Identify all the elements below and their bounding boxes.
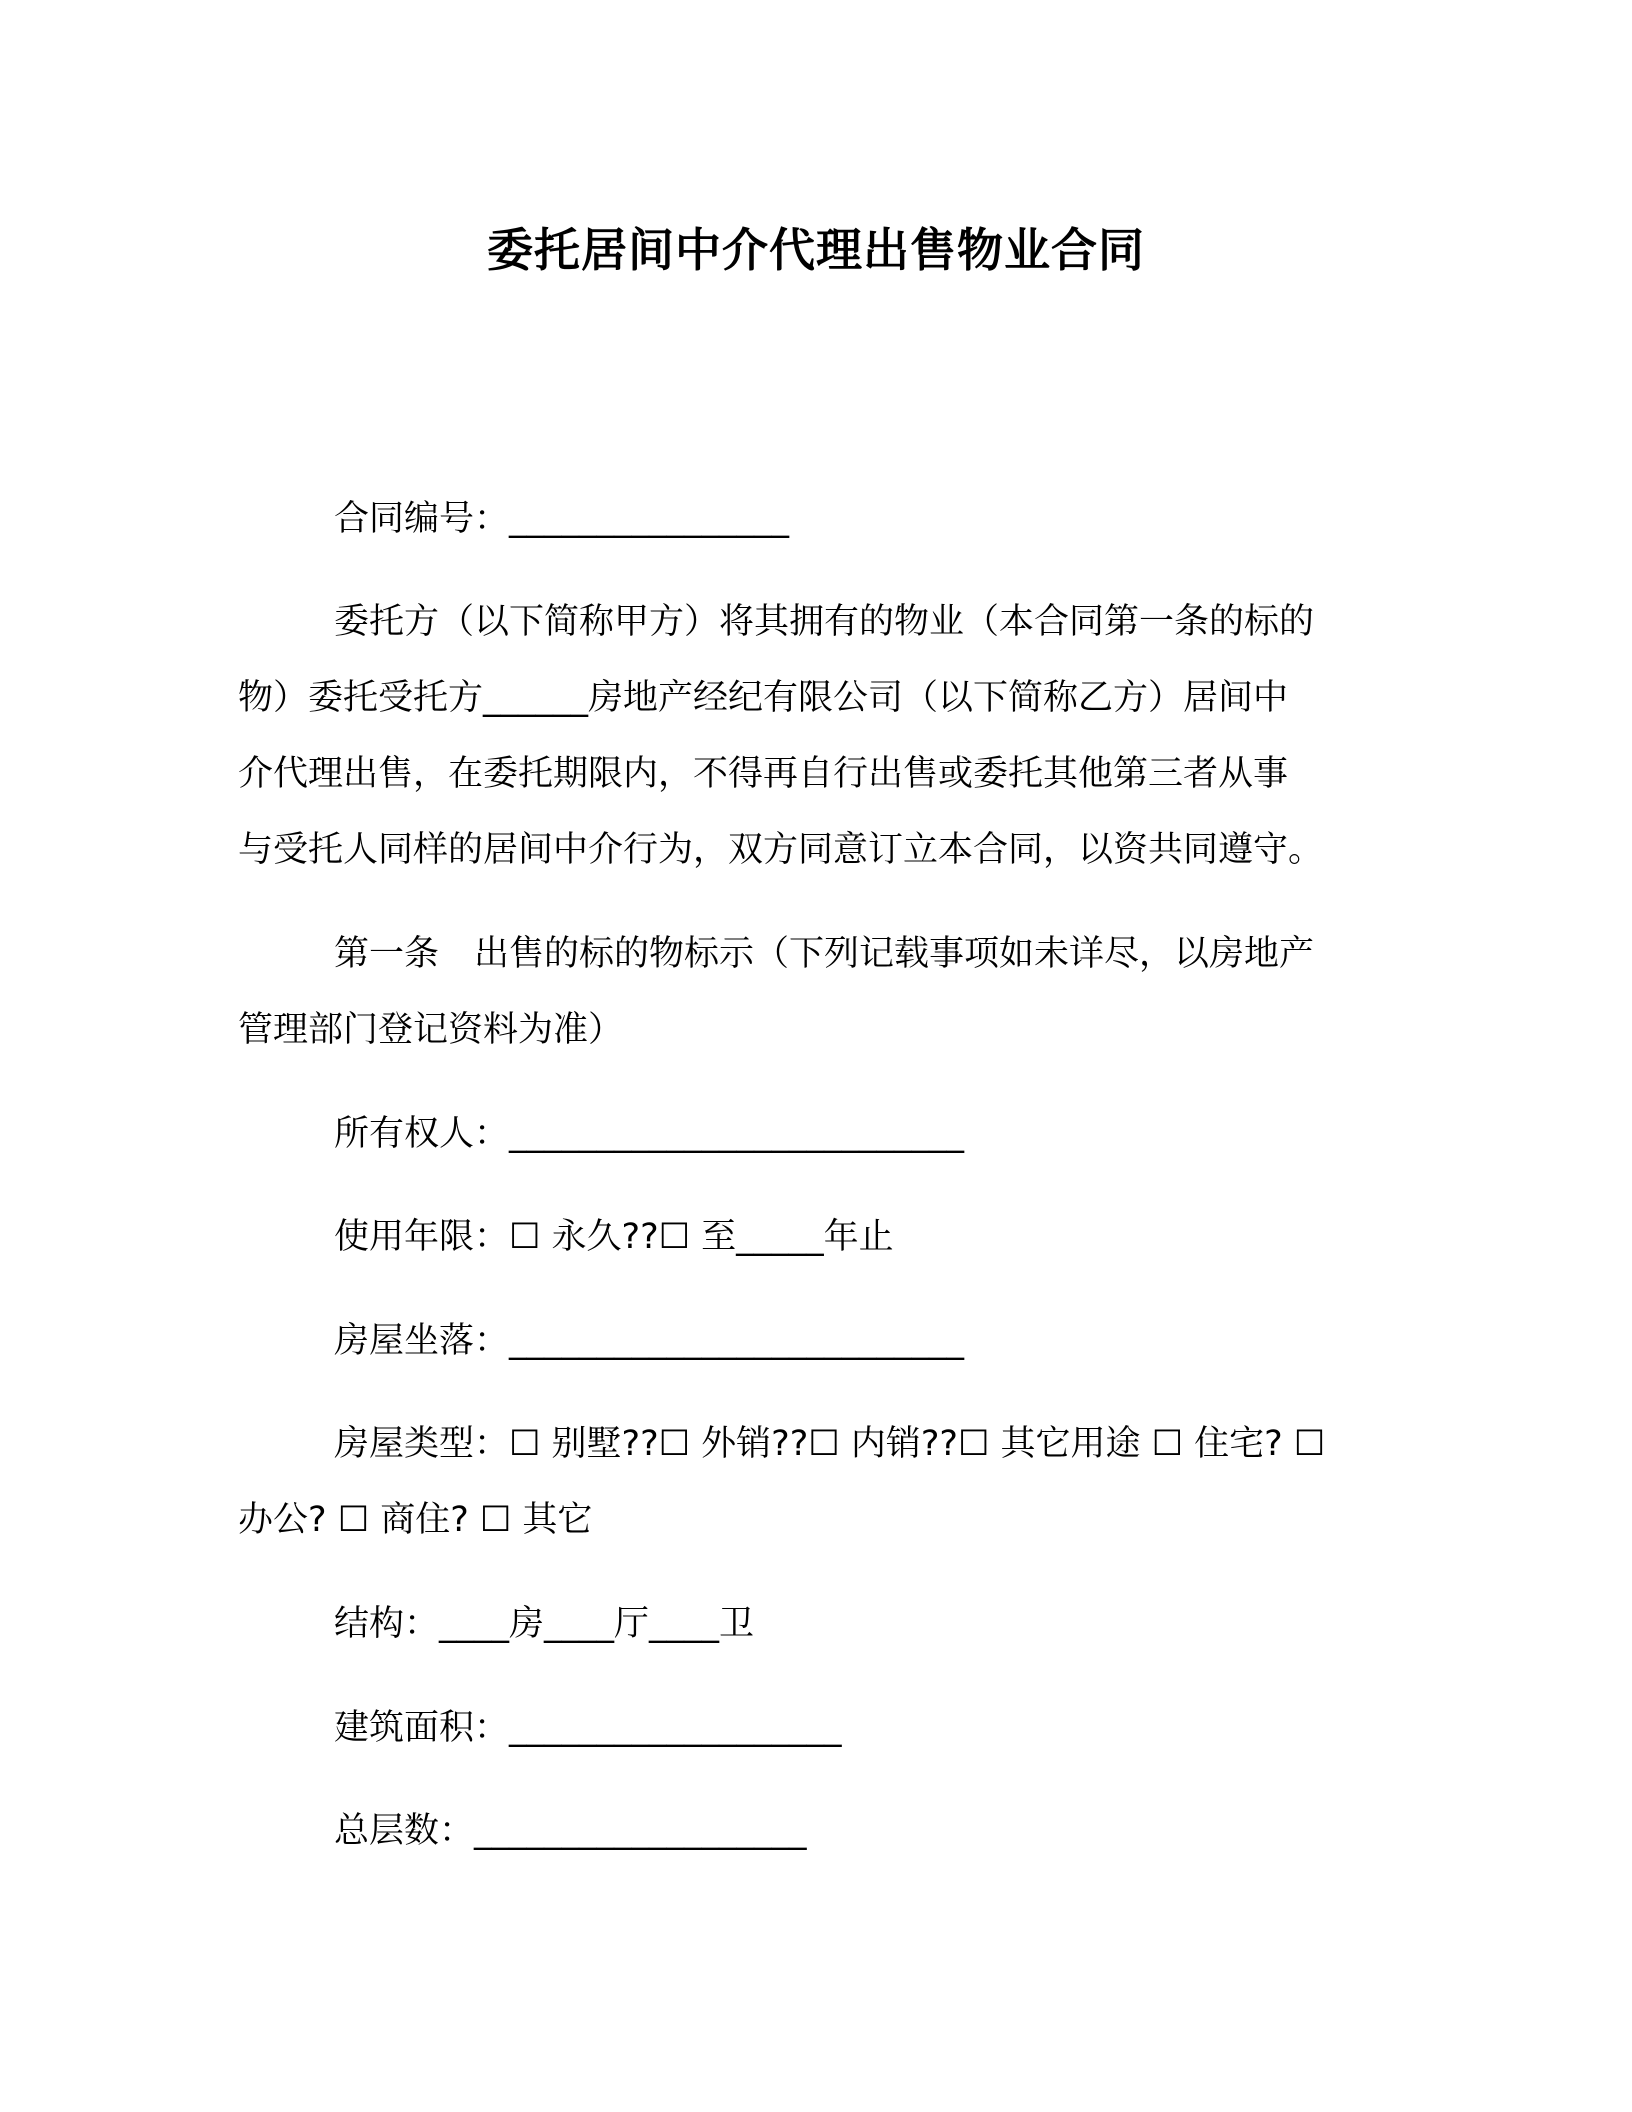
article-1-line-1: 第一条 出售的标的物标示（下列记载事项如未详尽，以房地产 bbox=[334, 934, 1315, 974]
document-title: 委托居间中介代理出售物业合同 bbox=[487, 223, 1145, 277]
intro-paragraph-line-2: 物）委托受托方______房地产经纪有限公司（以下简称乙方）居间中 bbox=[238, 678, 1289, 718]
house-type-line-1: 房屋类型：☐ 别墅??☐ 外销??☐ 内销??☐ 其它用途 ☐ 住宅? ☐ bbox=[334, 1424, 1326, 1464]
intro-paragraph-line-1: 委托方（以下简称甲方）将其拥有的物业（本合同第一条的标的 bbox=[334, 602, 1315, 642]
contract-number-line: 合同编号：________________ bbox=[334, 499, 790, 539]
location-line: 房屋坐落：__________________________ bbox=[334, 1321, 965, 1361]
usage-term-line: 使用年限：☐ 永久??☐ 至_____年止 bbox=[334, 1217, 894, 1257]
article-1-line-2: 管理部门登记资料为准） bbox=[238, 1010, 624, 1050]
floor-area-line: 建筑面积：___________________ bbox=[334, 1708, 842, 1748]
owner-line: 所有权人：__________________________ bbox=[334, 1114, 965, 1154]
intro-paragraph-line-3: 介代理出售，在委托期限内，不得再自行出售或委托其他第三者从事 bbox=[238, 754, 1289, 794]
structure-line: 结构：____房____厅____卫 bbox=[334, 1604, 755, 1644]
intro-paragraph-line-4: 与受托人同样的居间中介行为，双方同意订立本合同，以资共同遵守。 bbox=[238, 830, 1324, 870]
house-type-line-2: 办公? ☐ 商住? ☐ 其它 bbox=[238, 1500, 593, 1540]
total-floors-line: 总层数：___________________ bbox=[334, 1811, 807, 1851]
